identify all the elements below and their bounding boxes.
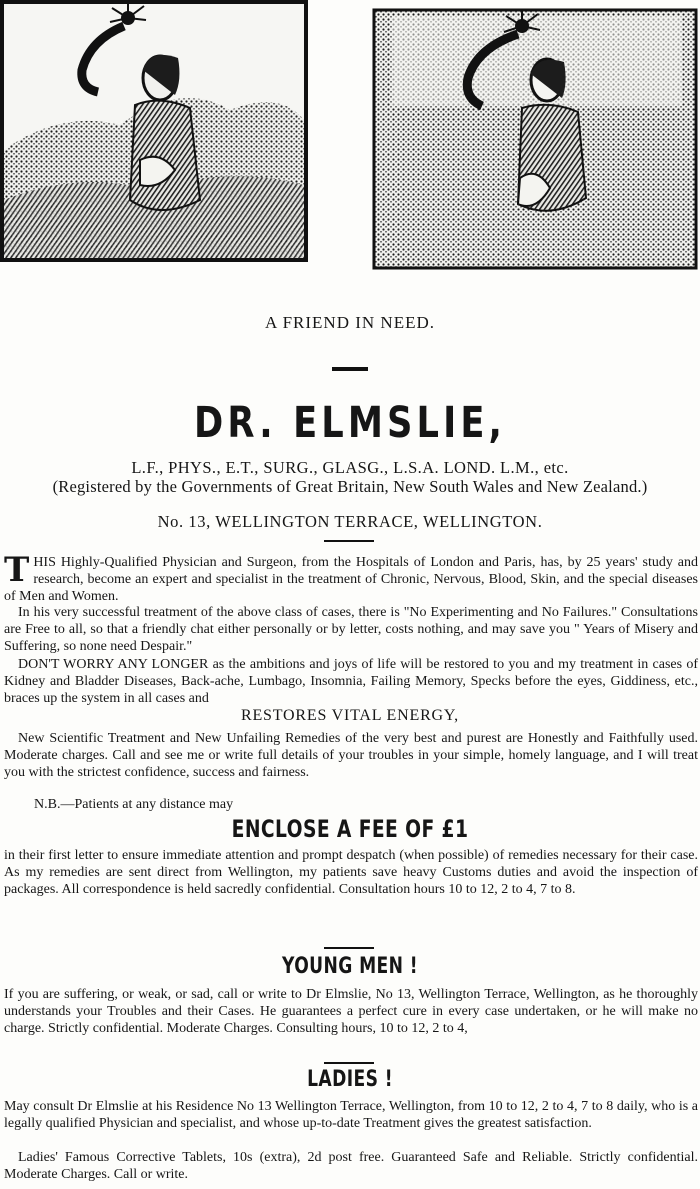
intro-paragraph <box>4 550 698 605</box>
tablets-text: Ladies' Famous Corrective Tablets, 10s (extra), 2d post free. Guaranteed Safe and Reliable. Strictly confidential. Moderate Charges. Call or write. <box>4 1150 698 1182</box>
worry-text: DON'T WORRY ANY LONGER as the ambitions and joys of life will be restored to you and my treatment in cases of Kidney and Bladder Diseases, Back-ache, Lumbago, Insomnia, Failing Memory, Specks before the eyes, Giddiness, etc., braces up the system in all cases and <box>4 657 698 706</box>
woman-sun-woodcut-right <box>372 8 698 270</box>
ladies-paragraph <box>4 1098 698 1132</box>
registration-note: (Registered by the Governments of Great Britain, New South Wales and New Zealand.) <box>52 477 648 496</box>
history-paragraph <box>4 604 698 655</box>
nb-text: N.B.—Patients at any distance may <box>34 797 234 812</box>
doctor-name: DR. ELMSLIE, <box>193 398 507 448</box>
divider-rule <box>324 947 374 949</box>
divider-rule <box>324 1062 374 1064</box>
worry-paragraph <box>4 656 698 707</box>
restores-heading: RESTORES VITAL ENERGY, <box>241 707 459 724</box>
history-text: In his very successful treatment of the above class of cases, there is "No Experimenting and No Failures." Consultations are Free to all, so that a friendly chat either personally or by letter, costs nothing, and may save you " Years of Misery and Suffering, so none need Despair." <box>4 605 698 654</box>
enclose-fee-heading: ENCLOSE A FEE OF £1 <box>231 815 469 843</box>
divider-rule <box>324 540 374 542</box>
qualifications: L.F., PHYS., E.T., SURG., GLASG., L.S.A. LOND. L.M., etc. <box>131 458 569 477</box>
advert-heading: A FRIEND IN NEED. <box>265 313 435 332</box>
woodcut-illustration-left <box>0 0 308 262</box>
young-men-text: If you are suffering, or weak, or sad, call or write to Dr Elmslie, No 13, Wellington Terrace, Wellington, as he thoroughly understands your Troubles and their Cases. He guarantees a perfect cure in every case undertaken, or he will make no charge. Strictly confidential. Moderate Charges. Consulting hours, 10 to 12, 2 to 4, <box>4 987 698 1036</box>
woman-sun-woodcut-left <box>0 0 308 262</box>
treatment-text: New Scientific Treatment and New Unfailing Remedies of the very best and purest are Honestly and Faithfully used. Moderate charges. Call and see me or write full details of your troubles in your simple, homely language, and I will treat you with the strictest confidence, success and fairness. <box>4 731 698 780</box>
young-men-heading: YOUNG MEN ! <box>281 954 419 979</box>
treatment-paragraph <box>4 730 698 781</box>
divider-rule <box>332 367 368 371</box>
first-letter-text: in their first letter to ensure immediate attention and prompt despatch (when possible) of remedies necessary for their case. As my remedies are sent direct from Wellington, my patients save heavy Customs duties and avoid the inspection of packages. All correspondence is held sacredly confidential. Consultation hours 10 to 12, 2 to 4, 7 to 8. <box>4 848 698 897</box>
young-men-paragraph <box>4 986 698 1037</box>
address: No. 13, WELLINGTON TERRACE, WELLINGTON. <box>157 512 543 531</box>
ladies-text: May consult Dr Elmslie at his Residence No 13 Wellington Terrace, Wellington, from 10 to 12, 2 to 4, 7 to 8 daily, who is a legally qualified Physician and specialist, and whose up-to-date Treatment gives the greatest satisfaction. <box>4 1099 698 1131</box>
ladies-heading: LADIES ! <box>307 1067 393 1092</box>
dropcap-letter: T <box>4 550 30 590</box>
nb-paragraph <box>4 796 698 813</box>
woodcut-illustration-right <box>372 8 698 270</box>
intro-text: HIS Highly-Qualified Physician and Surgeon, from the Hospitals of London and Paris, has, by 25 years' study and research, become an expert and specialist in the treatment of Chronic, Nervous, Blood, Skin, and the special diseases of Men and Women. <box>4 555 698 604</box>
first-letter-paragraph <box>4 847 698 898</box>
tablets-paragraph <box>4 1149 698 1183</box>
